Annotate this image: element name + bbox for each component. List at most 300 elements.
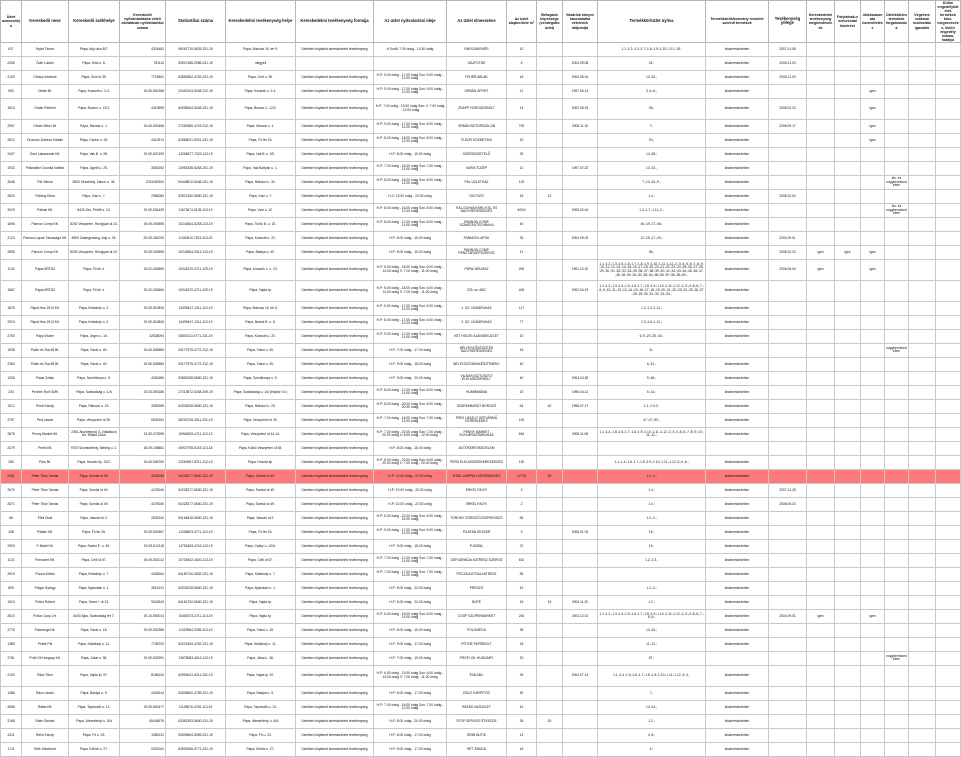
cell-k[interactable] xyxy=(909,70,936,84)
cell-cap[interactable] xyxy=(537,42,563,56)
cell-shop[interactable]: 2. SZ. HÚSÁRUHÁZ xyxy=(447,315,507,329)
cell-sz[interactable] xyxy=(807,70,835,84)
cell-tev[interactable]: kiskereskedelem xyxy=(706,357,769,371)
cell-cap[interactable] xyxy=(537,581,563,595)
cell-id[interactable]: 2670 xyxy=(1,483,22,497)
cell-place[interactable]: Pápa, Külsö Veszprémi út 38. xyxy=(226,441,296,455)
cell-cap[interactable]: 16 xyxy=(537,595,563,609)
cell-tev[interactable]: kiskereskedelem xyxy=(706,399,769,413)
cell-id[interactable]: 2411 xyxy=(1,728,22,742)
cell-seat[interactable]: Pápa, Vajda tp. 57. xyxy=(69,665,120,686)
cell-kor[interactable]: 1.2.;4.; xyxy=(598,581,706,595)
cell-reg[interactable]: 4412574 xyxy=(120,133,166,147)
cell-id[interactable]: 809 xyxy=(1,581,22,595)
cell-name[interactable]: Péter Tibor Tamás xyxy=(22,469,69,483)
cell-id[interactable]: 2688 xyxy=(1,700,22,714)
table-row[interactable] xyxy=(1,742,961,756)
cell-kor[interactable]: 46.;19.;17.;46.; xyxy=(598,217,706,231)
cell-stat[interactable]: 54228277-5630-231-19 xyxy=(166,497,226,511)
cell-name[interactable]: Perdi Károly xyxy=(22,399,69,413)
cell-shop[interactable]: KÉT HÖLKE AJÁNDÉKÜZLET xyxy=(447,329,507,343)
cell-extra[interactable] xyxy=(936,357,961,371)
cell-kor[interactable]: 14.;48.; xyxy=(598,147,706,161)
cell-hours[interactable]: H-P: 6.30 óráig - 22.00 óráig Szo: 6.30 óráig - 22.00 óráig xyxy=(374,511,447,525)
cell-seat[interactable]: Pápa, Fő tér 4. xyxy=(69,259,120,280)
cell-sz[interactable] xyxy=(807,301,835,315)
cell-place[interactable]: Pápa, Vázsi u. 18. xyxy=(226,623,296,637)
cell-date[interactable]: 2009.02.04 xyxy=(563,203,598,217)
cell-sz[interactable] xyxy=(807,385,835,399)
cell-start[interactable]: 2008.10.02 xyxy=(769,189,807,203)
table-row[interactable] xyxy=(1,98,961,119)
cell-place[interactable]: Pápa, Kossuth u. 22. xyxy=(226,231,296,245)
cell-k[interactable] xyxy=(909,427,936,441)
cell-cap[interactable] xyxy=(537,203,563,217)
cell-reg[interactable]: 4408264 xyxy=(120,567,166,581)
cell-form[interactable]: Üzletben folytatott kereskedelmi tevékenység xyxy=(296,483,374,497)
cell-area[interactable]: 40 xyxy=(507,217,537,231)
cell-kor[interactable]: 1.1.;1.2.;1.3.;1.7.;1.8.;1.9.;1.10.;1.11.;18.; xyxy=(598,42,706,56)
cell-extra[interactable] xyxy=(936,280,961,301)
cell-j[interactable] xyxy=(835,742,861,756)
cell-stat[interactable]: 13953338-5248-231-19 xyxy=(166,161,226,175)
cell-id[interactable]: 2776 xyxy=(1,623,22,637)
cell-form[interactable]: Üzletben folytatott kereskedelmi tevékenység xyxy=(296,399,374,413)
cell-cap[interactable] xyxy=(537,357,563,371)
column-header[interactable]: Termékkör/üzlet nyitva xyxy=(598,1,706,43)
cell-kor[interactable]: 1.2.;1.3.;1.11.; xyxy=(598,301,706,315)
cell-u[interactable] xyxy=(861,315,885,329)
cell-extra[interactable] xyxy=(936,399,961,413)
table-row[interactable] xyxy=(1,301,961,315)
cell-u[interactable] xyxy=(861,700,885,714)
table-row[interactable] xyxy=(1,357,961,371)
cell-area[interactable]: 40 xyxy=(507,357,537,371)
cell-name[interactable]: Póthé Pál xyxy=(22,637,69,651)
cell-sz[interactable] xyxy=(807,511,835,525)
cell-j[interactable] xyxy=(835,728,861,742)
cell-date[interactable] xyxy=(563,700,598,714)
cell-area[interactable]: 77 xyxy=(507,315,537,329)
cell-date[interactable] xyxy=(563,315,598,329)
cell-cap[interactable] xyxy=(537,525,563,539)
cell-name[interactable]: Orbán Sébio Bt. xyxy=(22,119,69,133)
cell-area[interactable]: 16 xyxy=(507,742,537,756)
cell-k[interactable] xyxy=(909,728,936,742)
cell-form[interactable]: Üzletben folytatott kereskedelmi tevékenység xyxy=(296,623,374,637)
cell-extra[interactable] xyxy=(936,98,961,119)
cell-kor[interactable]: 1.3.;1.6.;1.11.; xyxy=(598,315,706,329)
cell-hours[interactable]: H-P: 10.00 óráig - 22.00 óráig xyxy=(374,469,447,483)
cell-u[interactable] xyxy=(861,525,885,539)
cell-hours[interactable]: H-P: 6.00 óráig - 17.00 óráig Szo: 6.00 óráig - 12.00 óráig xyxy=(374,301,447,315)
cell-j[interactable] xyxy=(835,133,861,147)
table-row[interactable] xyxy=(1,714,961,728)
cell-start[interactable] xyxy=(769,329,807,343)
cell-start[interactable]: 2004.09.01 xyxy=(769,231,807,245)
cell-stat[interactable]: 11128876-4752-113-19 xyxy=(166,700,226,714)
cell-start[interactable] xyxy=(769,301,807,315)
cell-stat[interactable]: 65253746-4511-231-19 xyxy=(166,413,226,427)
cell-sz[interactable] xyxy=(807,700,835,714)
cell-extra[interactable] xyxy=(936,161,961,175)
cell-area[interactable]: 26 xyxy=(507,665,537,686)
cell-j[interactable] xyxy=(835,469,861,483)
cell-hours[interactable]: H-P: 7.00 óráig - 17.00 óráig Szo: 7.00 óráig - 12.00 óráig xyxy=(374,567,447,581)
cell-seat[interactable]: 8420 Zirc, Petőfi u. 14. xyxy=(69,203,120,217)
cell-id[interactable]: 2781 xyxy=(1,651,22,665)
cell-kor[interactable]: 26.; xyxy=(598,98,706,119)
cell-sz[interactable] xyxy=(807,623,835,637)
cell-start[interactable] xyxy=(769,665,807,686)
cell-start[interactable] xyxy=(769,133,807,147)
table-row[interactable] xyxy=(1,539,961,553)
cell-reg[interactable]: 19-09-000595 xyxy=(120,245,166,259)
cell-u[interactable] xyxy=(861,175,885,189)
cell-kor[interactable]: 20.; xyxy=(598,133,706,147)
cell-kor[interactable]: 15.; xyxy=(598,525,706,539)
cell-extra[interactable] xyxy=(936,231,961,245)
cell-id[interactable]: 2109 xyxy=(1,70,22,84)
cell-name[interactable]: Patkó és Tsa 98 Bt. xyxy=(22,357,69,371)
cell-kor[interactable]: 1.2.; xyxy=(598,595,706,609)
cell-id[interactable]: 2384 xyxy=(1,357,22,371)
cell-area[interactable]: 42 xyxy=(507,700,537,714)
cell-date[interactable]: 2002.04.19 xyxy=(563,280,598,301)
cell-k[interactable] xyxy=(909,189,936,203)
cell-reg[interactable]: 19-09-500477 xyxy=(120,700,166,714)
cell-start[interactable] xyxy=(769,637,807,651)
cell-u[interactable] xyxy=(861,385,885,399)
cell-v[interactable] xyxy=(885,539,909,553)
cell-reg[interactable]: 4402614 xyxy=(120,686,166,700)
cell-tev[interactable]: kiskereskedelem xyxy=(706,259,769,280)
cell-stat[interactable]: 10460374-4711-114-19 xyxy=(166,609,226,623)
cell-sz[interactable] xyxy=(807,357,835,371)
cell-tev[interactable]: kiskereskedelem xyxy=(706,497,769,511)
cell-shop[interactable]: ÉJJEL-NAPPALI KERESKEDÉS xyxy=(447,469,507,483)
cell-name[interactable]: Pilatán Kft. xyxy=(22,525,69,539)
cell-reg[interactable]: 19-06-501368 xyxy=(120,84,166,98)
cell-sz[interactable] xyxy=(807,98,835,119)
cell-stat[interactable]: 63883552-4752-231-19 xyxy=(166,70,226,84)
cell-v[interactable] xyxy=(885,98,909,119)
cell-hours[interactable]: H-P: 10.00 óráig - 22.00 óráig xyxy=(374,483,447,497)
cell-start[interactable]: 2005.02.22 xyxy=(769,98,807,119)
cell-form[interactable]: Üzletben folytatott kereskedelmi tevékenység xyxy=(296,280,374,301)
cell-k[interactable] xyxy=(909,343,936,357)
cell-u[interactable] xyxy=(861,567,885,581)
cell-shop[interactable]: ZNAPP HORGÁSZBOLT xyxy=(447,98,507,119)
cell-cap[interactable] xyxy=(537,511,563,525)
cell-sz[interactable] xyxy=(807,147,835,161)
cell-v[interactable] xyxy=(885,413,909,427)
table-row[interactable] xyxy=(1,280,961,301)
cell-id[interactable]: 1938 xyxy=(1,343,22,357)
cell-name[interactable]: Pallang Erika xyxy=(22,189,69,203)
cell-tev[interactable]: kiskereskedelem xyxy=(706,539,769,553)
cell-j[interactable] xyxy=(835,413,861,427)
cell-id[interactable]: 1867 xyxy=(1,280,22,301)
cell-j[interactable] xyxy=(835,231,861,245)
cell-date[interactable] xyxy=(563,728,598,742)
cell-cap[interactable] xyxy=(537,497,563,511)
cell-area[interactable]: 20 xyxy=(507,329,537,343)
cell-cap[interactable] xyxy=(537,231,563,245)
cell-k[interactable] xyxy=(909,385,936,399)
cell-seat[interactable]: Pápa, Rákóczi u. 23. xyxy=(69,399,120,413)
cell-j[interactable] xyxy=(835,623,861,637)
cell-start[interactable]: 2004.09.01 xyxy=(769,609,807,623)
cell-kor[interactable]: 14.;15.; xyxy=(598,70,706,84)
cell-u[interactable]: igen xyxy=(861,119,885,133)
cell-area[interactable]: 42 xyxy=(507,581,537,595)
cell-kor[interactable]: 7.;14.;15.;9.; xyxy=(598,175,706,189)
cell-form[interactable]: Üzletben folytatott kereskedelmi tevékenység xyxy=(296,525,374,539)
cell-reg[interactable]: 3054292 xyxy=(120,161,166,175)
cell-place[interactable]: Pápa, Gróf u. 39. xyxy=(226,70,296,84)
cell-form[interactable]: Üzletben folytatott kereskedelmi tevékenység xyxy=(296,728,374,742)
cell-reg[interactable]: 19-02-000660 xyxy=(120,280,166,301)
cell-tev[interactable]: kiskereskedelem xyxy=(706,329,769,343)
table-row[interactable] xyxy=(1,567,961,581)
cell-u[interactable] xyxy=(861,553,885,567)
cell-tev[interactable]: kiskereskedelem xyxy=(706,483,769,497)
cell-seat[interactable]: 2351 Alsónémedi, E-Vállalkozó tér. 5/Bald.21km xyxy=(69,427,120,441)
cell-v[interactable] xyxy=(885,385,909,399)
cell-name[interactable]: Polomega Kft. xyxy=(22,623,69,637)
cell-date[interactable]: 2006.11.10 xyxy=(563,119,598,133)
cell-id[interactable]: 2993 xyxy=(1,539,22,553)
cell-kor[interactable]: 1.1.;1.4.;1.6.;1.7.;1.8.;1.9.;1.10.;1.11.;1.12.;3.;4.;6.; xyxy=(598,455,706,469)
cell-j[interactable] xyxy=(835,595,861,609)
cell-start[interactable] xyxy=(769,714,807,728)
cell-extra[interactable] xyxy=(936,441,961,455)
cell-cap[interactable] xyxy=(537,84,563,98)
cell-tev[interactable] xyxy=(706,651,769,665)
cell-name[interactable]: Pneucent Kft. xyxy=(22,553,69,567)
cell-v[interactable] xyxy=(885,70,909,84)
cell-v[interactable]: kis- és nagykereskedelem xyxy=(885,203,909,217)
cell-sz[interactable] xyxy=(807,651,835,665)
cell-cap[interactable] xyxy=(537,329,563,343)
cell-extra[interactable] xyxy=(936,567,961,581)
cell-hours[interactable]: H-P: 7.00 óráig - 17.00 óráig xyxy=(374,343,447,357)
cell-seat[interactable]: Pápa, Fő u. 23. xyxy=(69,728,120,742)
cell-cap[interactable] xyxy=(537,147,563,161)
cell-kor[interactable]: 1.2.; xyxy=(598,714,706,728)
cell-tev[interactable]: kiskereskedelem xyxy=(706,553,769,567)
cell-place[interactable]: Pápa, Március 15. tér 8. xyxy=(226,301,296,315)
cell-stat[interactable]: 53921280-5630-231-19 xyxy=(166,189,226,203)
cell-tev[interactable] xyxy=(706,343,769,357)
cell-name[interactable]: Pannon Lapok Társasága Kft. xyxy=(22,231,69,245)
cell-v[interactable]: nagykereskedelem xyxy=(885,343,909,357)
cell-reg[interactable]: 2966083 xyxy=(120,189,166,203)
cell-form[interactable]: Üzletben folytatott kereskedelmi tevékenység xyxy=(296,539,374,553)
cell-extra[interactable] xyxy=(936,147,961,161)
cell-date[interactable]: 1998.07.17 xyxy=(563,399,598,413)
cell-k[interactable] xyxy=(909,609,936,623)
cell-id[interactable]: 2820 xyxy=(1,189,22,203)
cell-tev[interactable]: kiskereskedelem xyxy=(706,567,769,581)
cell-place[interactable]: Pápa, Vázsi u. 40. xyxy=(226,357,296,371)
cell-shop[interactable]: ORBÁN SPORT xyxy=(447,84,507,98)
cell-cap[interactable] xyxy=(537,665,563,686)
cell-start[interactable]: 2008.11.03 xyxy=(769,70,807,84)
cell-kor[interactable]: 1.3.;1.7.;1.11.;2.; xyxy=(598,203,706,217)
table-row[interactable] xyxy=(1,385,961,399)
cell-seat[interactable]: 8900 Zalaegerszeg, Ady u. 35. xyxy=(69,231,120,245)
cell-v[interactable] xyxy=(885,357,909,371)
cell-j[interactable] xyxy=(835,385,861,399)
cell-j[interactable] xyxy=(835,581,861,595)
cell-k[interactable] xyxy=(909,42,936,56)
table-row[interactable] xyxy=(1,511,961,525)
cell-id[interactable]: 593 xyxy=(1,84,22,98)
cell-area[interactable]: 700 xyxy=(507,119,537,133)
cell-place[interactable]: Pápa, Veszprémi út 30. xyxy=(226,413,296,427)
cell-kor[interactable]: 1.2.;4.; xyxy=(598,511,706,525)
cell-start[interactable] xyxy=(769,203,807,217)
cell-stat[interactable]: 22430103-5248-212-19 xyxy=(166,84,226,98)
column-header[interactable]: Termékkörök/kormány rendelet szerinti termékek xyxy=(706,1,769,43)
cell-extra[interactable] xyxy=(936,217,961,231)
cell-shop[interactable]: PERJ LÁSZLÓ GÉPJÁRMŰ KERESKEDÉS xyxy=(447,413,507,427)
cell-reg[interactable]: 2011090303 xyxy=(120,175,166,189)
cell-tev[interactable]: kiskereskedelem xyxy=(706,175,769,189)
table-row[interactable] xyxy=(1,189,961,203)
cell-name[interactable]: Ózer Lakásszaló Kft. xyxy=(22,147,69,161)
cell-sz[interactable] xyxy=(807,56,835,70)
cell-id[interactable]: 2671 xyxy=(1,497,22,511)
cell-area[interactable]: 20 xyxy=(507,133,537,147)
cell-v[interactable] xyxy=(885,553,909,567)
cell-place[interactable]: Pápa, Bocsor u. 12/3. xyxy=(226,98,296,119)
cell-form[interactable]: Üzletben folytatott kereskedelmi tevékenység xyxy=(296,175,374,189)
cell-start[interactable] xyxy=(769,315,807,329)
cell-place[interactable]: Pápa, Nyárutaki u. 1. xyxy=(226,581,296,595)
cell-tev[interactable]: kiskereskedelem xyxy=(706,637,769,651)
cell-start[interactable]: 2008.10.22 xyxy=(769,245,807,259)
column-header[interactable]: Végzésre szakmai módosítás igazolás xyxy=(909,1,936,43)
cell-extra[interactable] xyxy=(936,686,961,700)
cell-u[interactable] xyxy=(861,728,885,742)
cell-sz[interactable] xyxy=(807,413,835,427)
cell-reg[interactable]: 19-06-506760 xyxy=(120,455,166,469)
cell-name[interactable]: Pálcsáfiné Csonka Valéria xyxy=(22,161,69,175)
cell-hours[interactable]: H-P: 9.00 óráig - 17.00 óráig Szo: 9.00 óráig - 12.00 óráig xyxy=(374,329,447,343)
cell-stat[interactable]: 53947488-2956-231-19 xyxy=(166,56,226,70)
cell-form[interactable]: Üzletben folytatott kereskedelmi tevékenység xyxy=(296,665,374,686)
cell-cap[interactable] xyxy=(537,637,563,651)
cell-hours[interactable]: H Szo8: 7:30 óráig - 13:30 óráig xyxy=(374,42,447,56)
cell-shop[interactable]: ITAL-DOHÁNYÁRU KIS- ÉS NAGYKERESKEDÉS xyxy=(447,203,507,217)
cell-k[interactable] xyxy=(909,581,936,595)
cell-extra[interactable] xyxy=(936,203,961,217)
cell-tev[interactable]: kiskereskedelem xyxy=(706,119,769,133)
cell-name[interactable]: Pfeil Zsolt xyxy=(22,511,69,525)
cell-sz[interactable] xyxy=(807,539,835,553)
cell-k[interactable] xyxy=(909,553,936,567)
cell-v[interactable] xyxy=(885,147,909,161)
cell-id[interactable]: 2396 xyxy=(1,56,22,70)
cell-extra[interactable] xyxy=(936,623,961,637)
cell-start[interactable] xyxy=(769,700,807,714)
cell-form[interactable]: Üzletben folytatott kereskedelmi tevékenység xyxy=(296,329,374,343)
cell-k[interactable] xyxy=(909,203,936,217)
cell-stat[interactable]: 56267710-5629-231-19 xyxy=(166,42,226,56)
cell-j[interactable] xyxy=(835,665,861,686)
cell-j[interactable] xyxy=(835,175,861,189)
cell-form[interactable]: Üzletben folytatott kereskedelmi tevékenység xyxy=(296,203,374,217)
cell-cap[interactable] xyxy=(537,427,563,441)
cell-place[interactable]: Pápa, Bartók B. u. 8. xyxy=(226,315,296,329)
cell-area[interactable]: 25 xyxy=(507,147,537,161)
cell-u[interactable] xyxy=(861,469,885,483)
cell-start[interactable] xyxy=(769,581,807,595)
cell-k[interactable] xyxy=(909,259,936,280)
cell-hours[interactable] xyxy=(374,56,447,70)
cell-area[interactable]: 20 xyxy=(507,651,537,665)
cell-stat[interactable]: 54228277-5630-231-19 xyxy=(166,483,226,497)
table-row[interactable] xyxy=(1,700,961,714)
cell-kor[interactable]: 6.; xyxy=(598,343,706,357)
cell-kor[interactable]: 7.; xyxy=(598,119,706,133)
cell-id[interactable]: 2648 xyxy=(1,175,22,189)
cell-j[interactable] xyxy=(835,553,861,567)
cell-v[interactable] xyxy=(885,567,909,581)
cell-j[interactable] xyxy=(835,511,861,525)
cell-extra[interactable] xyxy=(936,511,961,525)
cell-date[interactable] xyxy=(563,357,598,371)
cell-area[interactable]: 2 xyxy=(507,525,537,539)
cell-id[interactable]: 2610 xyxy=(1,609,22,623)
cell-hours[interactable]: H-P: 8.00 óráig - 16.00 óráig xyxy=(374,623,447,637)
cell-tev[interactable]: kiskereskedelem xyxy=(706,98,769,119)
column-header[interactable]: Az üzlet alapterülete m² xyxy=(507,1,537,43)
cell-tev[interactable]: kiskereskedelem xyxy=(706,728,769,742)
cell-tev[interactable]: kiskereskedelem xyxy=(706,133,769,147)
cell-j[interactable] xyxy=(835,714,861,728)
cell-seat[interactable]: Pápa, Wesselényi u. 5/A xyxy=(69,714,120,728)
cell-cap[interactable]: 12 xyxy=(537,189,563,203)
cell-stat[interactable]: 14495447-1011-113-19 xyxy=(166,315,226,329)
cell-shop[interactable]: FLEÚR KOZMETIKA xyxy=(447,133,507,147)
cell-j[interactable] xyxy=(835,280,861,301)
cell-date[interactable] xyxy=(563,714,598,728)
cell-cap[interactable] xyxy=(537,686,563,700)
cell-v[interactable] xyxy=(885,133,909,147)
cell-start[interactable]: 2006.11.03 xyxy=(769,56,807,70)
cell-u[interactable] xyxy=(861,714,885,728)
cell-place[interactable]: Pápa, Vaszari út 2. xyxy=(226,511,296,525)
cell-hours[interactable]: H-P: 6.00 óráig - 17.00 óráig Szo: 6.00 óráig - 12.00 óráig xyxy=(374,315,447,329)
cell-start[interactable] xyxy=(769,553,807,567)
cell-cap[interactable] xyxy=(537,301,563,315)
cell-reg[interactable]: 19-09-501012 xyxy=(120,553,166,567)
cell-seat[interactable]: Pápa, Kisfaludy u. 7. xyxy=(69,567,120,581)
cell-kor[interactable]: 1.4.; xyxy=(598,483,706,497)
cell-extra[interactable] xyxy=(936,315,961,329)
cell-form[interactable]: Üzletben folytatott kereskedelmi tevékenység xyxy=(296,609,374,623)
cell-j[interactable] xyxy=(835,119,861,133)
cell-stat[interactable]: 54164816-5630-231-19 xyxy=(166,511,226,525)
cell-id[interactable]: 1696 xyxy=(1,217,22,231)
cell-shop[interactable]: AUTÓKERESKEDELEM xyxy=(447,441,507,455)
cell-hours[interactable]: H-P: 7.00 óráig - 16.00 óráig Szo: 7.00 óráig - 12.00 óráig xyxy=(374,700,447,714)
cell-u[interactable] xyxy=(861,511,885,525)
